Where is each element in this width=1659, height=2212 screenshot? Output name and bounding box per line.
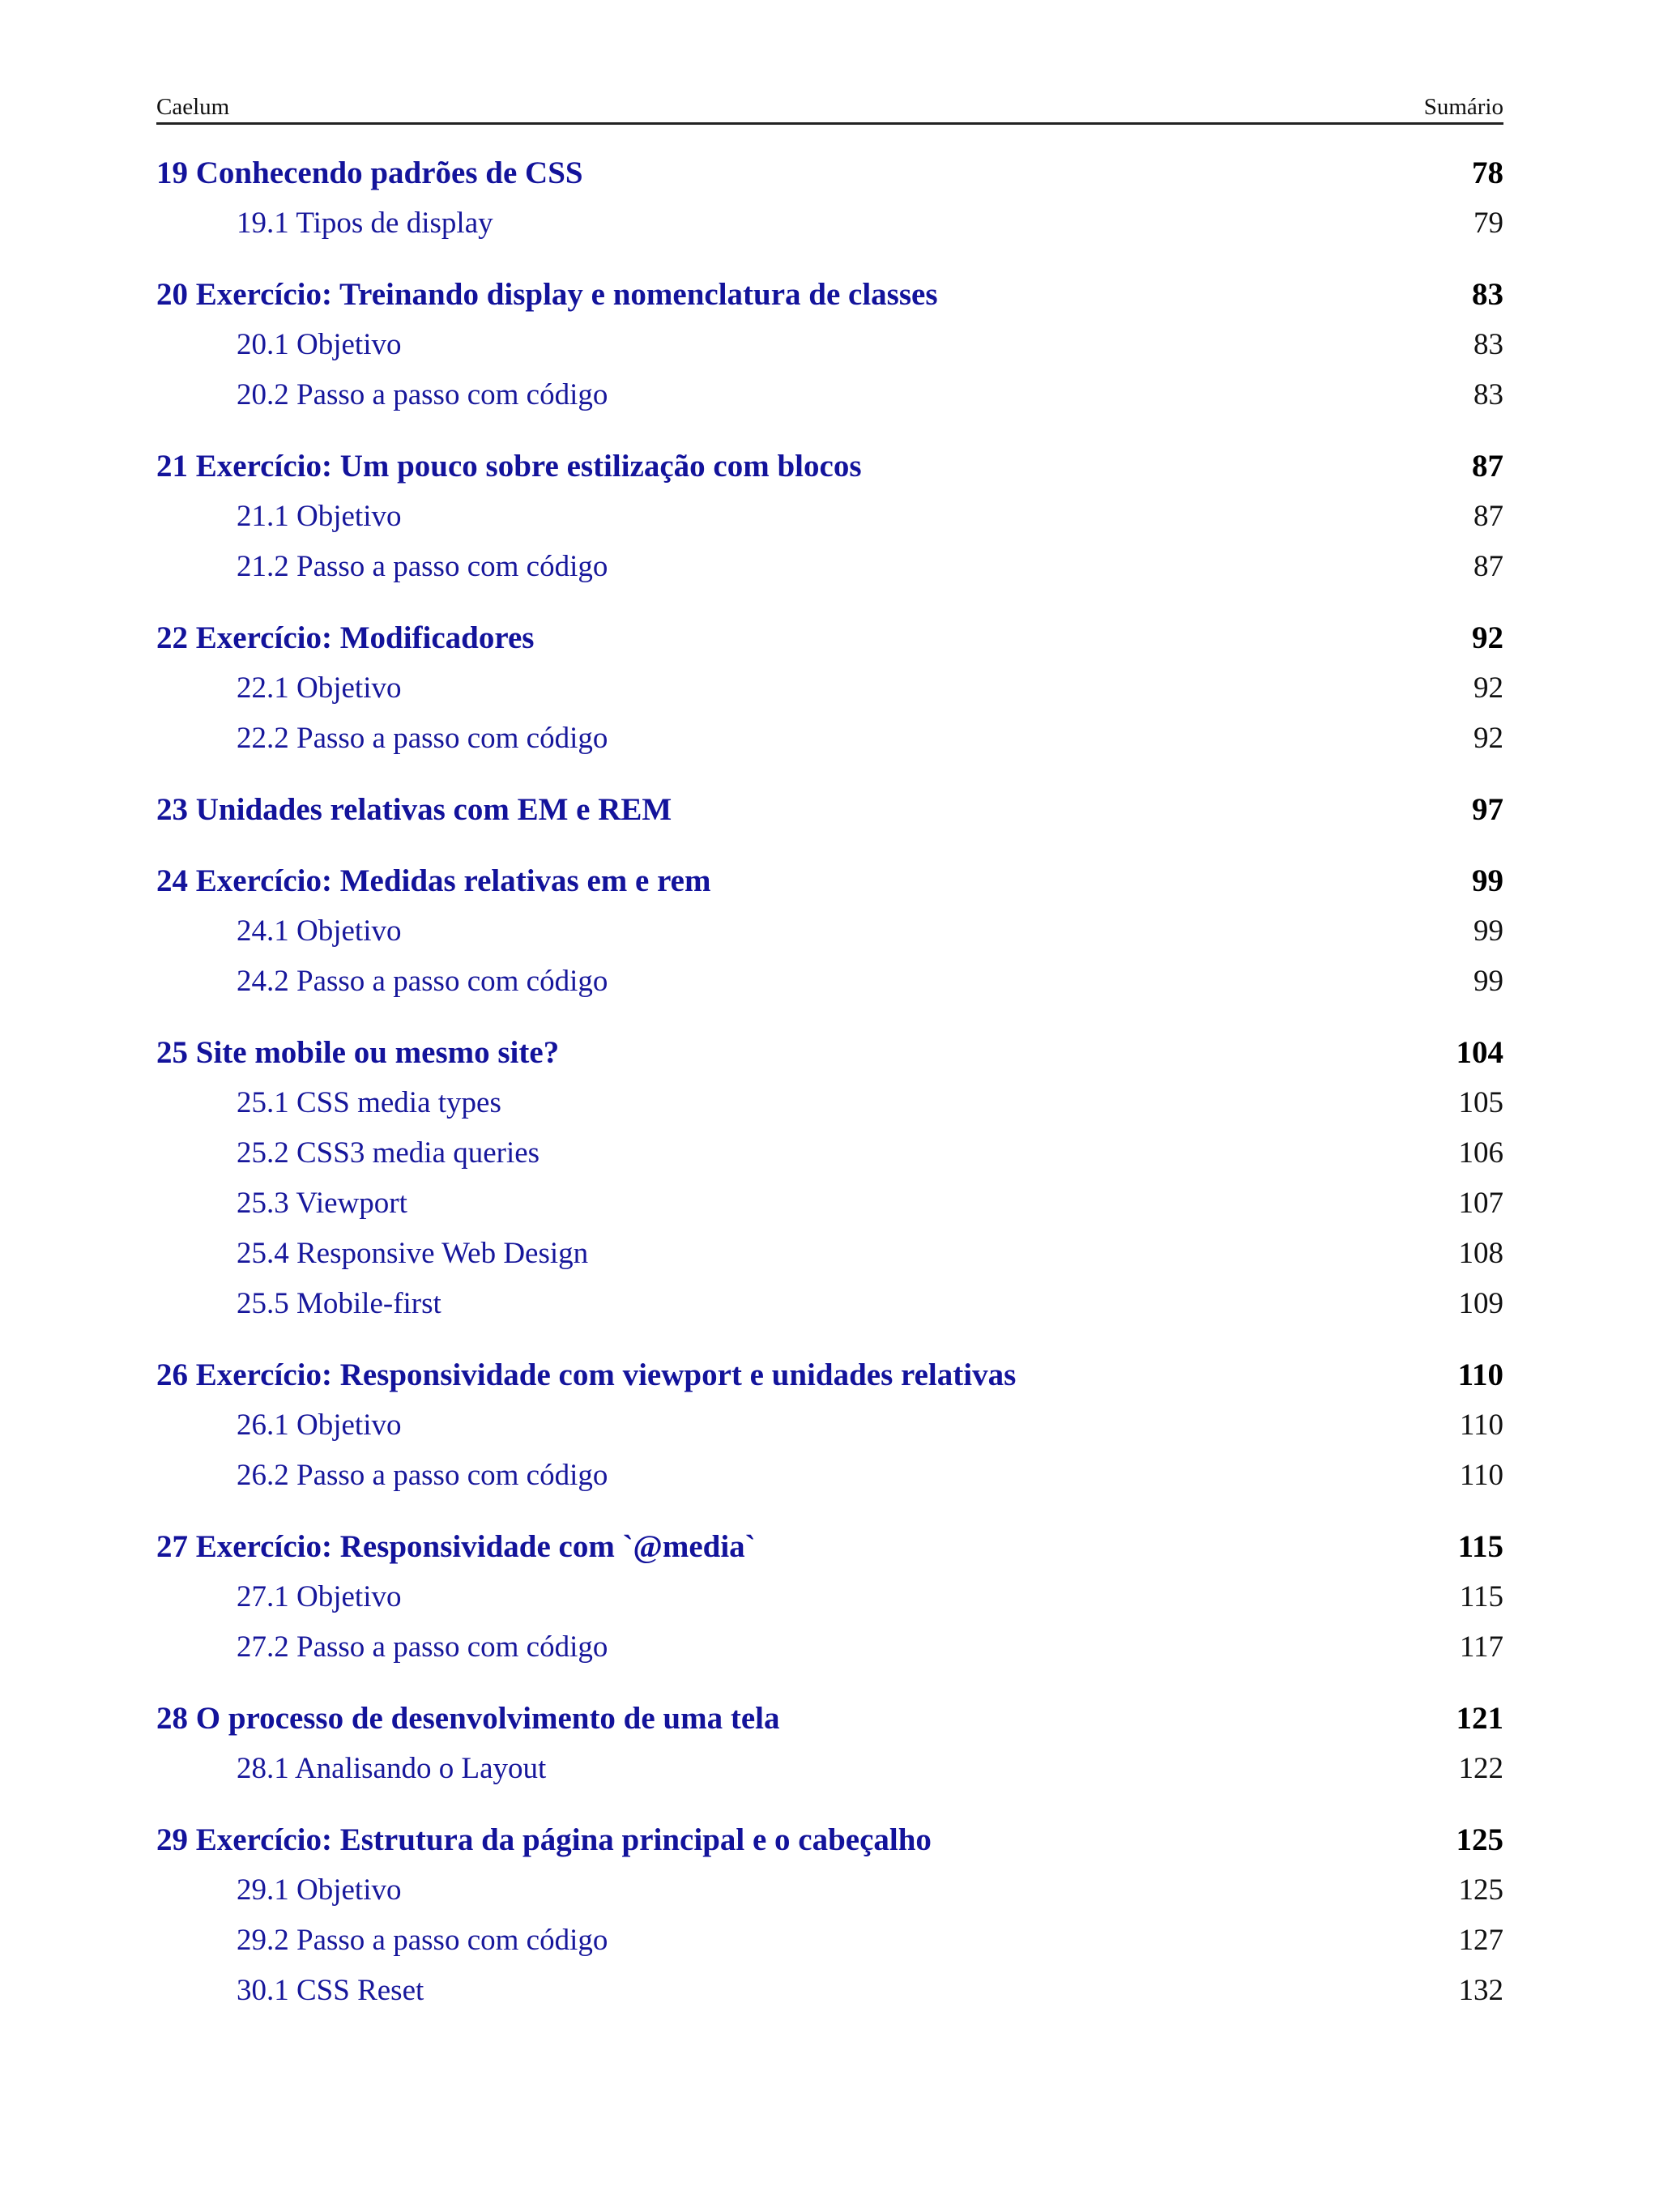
section-title-link[interactable]: 25.4 Responsive Web Design [237, 1237, 589, 1270]
chapter-title-link[interactable]: 20 Exercício: Treinando display e nomenclatura de classes [156, 277, 938, 312]
chapter-block [156, 1694, 1503, 1794]
section-page-number: 117 [1459, 1630, 1503, 1664]
toc-section-entry[interactable] [156, 1622, 1503, 1673]
chapter-title-link[interactable]: 29 Exercício: Estrutura da página principal e o cabeçalho [156, 1822, 932, 1857]
section-page-number: 92 [1473, 671, 1503, 705]
toc-chapter-entry[interactable] [156, 1350, 1503, 1400]
section-title-link[interactable]: 27.1 Objetivo [237, 1580, 402, 1613]
section-page-number: 87 [1473, 550, 1503, 583]
section-title-link[interactable]: 20.1 Objetivo [237, 328, 402, 361]
section-title-link[interactable]: 19.1 Tipos de display [237, 207, 493, 240]
chapter-page-number: 110 [1457, 1357, 1503, 1392]
chapter-title-link[interactable]: 27 Exercício: Responsividade com `@media` [156, 1529, 756, 1564]
section-page-number: 87 [1473, 500, 1503, 533]
section-title-link[interactable]: 26.1 Objetivo [237, 1409, 402, 1442]
running-header [156, 96, 1503, 125]
toc-chapter-entry[interactable] [156, 1815, 1503, 1865]
toc-section-entry[interactable] [156, 1451, 1503, 1501]
chapter-block [156, 613, 1503, 764]
section-title-link[interactable]: 24.2 Passo a passo com código [237, 965, 608, 998]
chapter-page-number: 121 [1456, 1701, 1503, 1736]
toc-section-entry[interactable] [156, 542, 1503, 592]
section-page-number: 110 [1459, 1409, 1503, 1442]
toc-section-entry[interactable] [156, 663, 1503, 714]
section-title-link[interactable]: 29.1 Objetivo [237, 1873, 402, 1907]
toc-section-entry[interactable] [156, 1865, 1503, 1916]
chapter-page-number: 99 [1472, 863, 1503, 898]
section-title-link[interactable]: 28.1 Analisando o Layout [237, 1752, 547, 1785]
section-page-number: 106 [1458, 1136, 1503, 1170]
toc-section-entry[interactable] [156, 492, 1503, 542]
section-page-number: 110 [1459, 1459, 1503, 1492]
toc-chapter-entry[interactable] [156, 856, 1503, 906]
toc-section-entry[interactable] [156, 957, 1503, 1007]
chapter-title-link[interactable]: 19 Conhecendo padrões de CSS [156, 156, 583, 190]
chapter-title-link[interactable]: 25 Site mobile ou mesmo site? [156, 1035, 560, 1070]
chapter-block [156, 1350, 1503, 1501]
toc-section-entry[interactable] [156, 714, 1503, 764]
section-title-link[interactable]: 26.2 Passo a passo com código [237, 1459, 608, 1492]
chapter-title-link[interactable]: 28 O processo de desenvolvimento de uma tela [156, 1701, 780, 1736]
section-title-link[interactable]: 21.2 Passo a passo com código [237, 550, 608, 583]
chapter-block [156, 148, 1503, 249]
section-title-link[interactable]: 22.1 Objetivo [237, 671, 402, 705]
section-title-link[interactable]: 24.1 Objetivo [237, 914, 402, 948]
section-page-number: 105 [1458, 1086, 1503, 1119]
section-page-number: 127 [1458, 1924, 1503, 1957]
toc-section-entry[interactable] [156, 1178, 1503, 1229]
chapter-page-number: 115 [1457, 1529, 1503, 1564]
table-of-contents [156, 148, 1503, 2037]
section-page-number: 83 [1473, 378, 1503, 411]
section-page-number: 83 [1473, 328, 1503, 361]
chapter-title-link[interactable]: 22 Exercício: Modificadores [156, 620, 535, 655]
toc-section-entry[interactable] [156, 320, 1503, 370]
chapter-page-number: 104 [1456, 1035, 1503, 1070]
toc-section-entry[interactable] [156, 906, 1503, 957]
chapter-page-number: 92 [1472, 620, 1503, 655]
section-page-number: 115 [1459, 1580, 1503, 1613]
chapter-title-link[interactable]: 26 Exercício: Responsividade com viewport e unidades relativas [156, 1357, 1017, 1392]
section-title-link[interactable]: 25.2 CSS3 media queries [237, 1136, 540, 1170]
chapter-block [156, 270, 1503, 420]
section-page-number: 132 [1458, 1974, 1503, 2007]
toc-section-entry[interactable] [156, 1128, 1503, 1178]
toc-section-entry[interactable] [156, 1400, 1503, 1451]
toc-chapter-entry[interactable] [156, 148, 1503, 198]
section-title-link[interactable]: 25.5 Mobile-first [237, 1287, 441, 1320]
section-title-link[interactable]: 21.1 Objetivo [237, 500, 402, 533]
toc-chapter-entry[interactable] [156, 441, 1503, 492]
chapter-block [156, 441, 1503, 592]
toc-chapter-entry[interactable] [156, 270, 1503, 320]
chapter-page-number: 125 [1456, 1822, 1503, 1857]
toc-chapter-entry[interactable] [156, 1522, 1503, 1572]
chapter-block [156, 1815, 1503, 2016]
chapter-block [156, 1028, 1503, 1329]
section-title-link[interactable]: 29.2 Passo a passo com código [237, 1924, 608, 1957]
header-book-name: Caelum [156, 94, 230, 120]
section-page-number: 99 [1473, 914, 1503, 948]
chapter-title-link[interactable]: 23 Unidades relativas com EM e REM [156, 792, 672, 827]
section-title-link[interactable]: 30.1 CSS Reset [237, 1974, 424, 2007]
section-page-number: 122 [1458, 1752, 1503, 1785]
section-title-link[interactable]: 25.3 Viewport [237, 1187, 407, 1220]
section-page-number: 109 [1458, 1287, 1503, 1320]
toc-section-entry[interactable] [156, 1078, 1503, 1128]
section-title-link[interactable]: 20.2 Passo a passo com código [237, 378, 608, 411]
chapter-block [156, 1522, 1503, 1673]
toc-section-entry[interactable] [156, 1744, 1503, 1794]
toc-section-entry[interactable] [156, 370, 1503, 420]
chapter-block [156, 785, 1503, 835]
section-page-number: 108 [1458, 1237, 1503, 1270]
section-title-link[interactable]: 27.2 Passo a passo com código [237, 1630, 608, 1664]
chapter-title-link[interactable]: 21 Exercício: Um pouco sobre estilização com blocos [156, 449, 862, 484]
toc-section-entry[interactable] [156, 1229, 1503, 1279]
header-section-name: Sumário [1423, 94, 1503, 120]
section-page-number: 107 [1458, 1187, 1503, 1220]
section-title-link[interactable]: 25.1 CSS media types [237, 1086, 501, 1119]
section-page-number: 79 [1473, 207, 1503, 240]
chapter-title-link[interactable]: 24 Exercício: Medidas relativas em e rem [156, 863, 711, 898]
toc-section-entry[interactable] [156, 198, 1503, 249]
toc-section-entry[interactable] [156, 1966, 1503, 2016]
toc-chapter-entry[interactable] [156, 1694, 1503, 1744]
toc-chapter-entry[interactable] [156, 785, 1503, 835]
toc-section-entry[interactable] [156, 1916, 1503, 1966]
section-title-link[interactable]: 22.2 Passo a passo com código [237, 722, 608, 755]
toc-section-entry[interactable] [156, 1572, 1503, 1622]
section-page-number: 99 [1473, 965, 1503, 998]
chapter-page-number: 97 [1472, 792, 1503, 827]
section-page-number: 125 [1458, 1873, 1503, 1907]
chapter-block [156, 856, 1503, 1007]
toc-section-entry[interactable] [156, 1279, 1503, 1329]
chapter-page-number: 83 [1472, 277, 1503, 312]
toc-chapter-entry[interactable] [156, 1028, 1503, 1078]
chapter-page-number: 87 [1472, 449, 1503, 484]
chapter-page-number: 78 [1472, 156, 1503, 190]
toc-chapter-entry[interactable] [156, 613, 1503, 663]
section-page-number: 92 [1473, 722, 1503, 755]
